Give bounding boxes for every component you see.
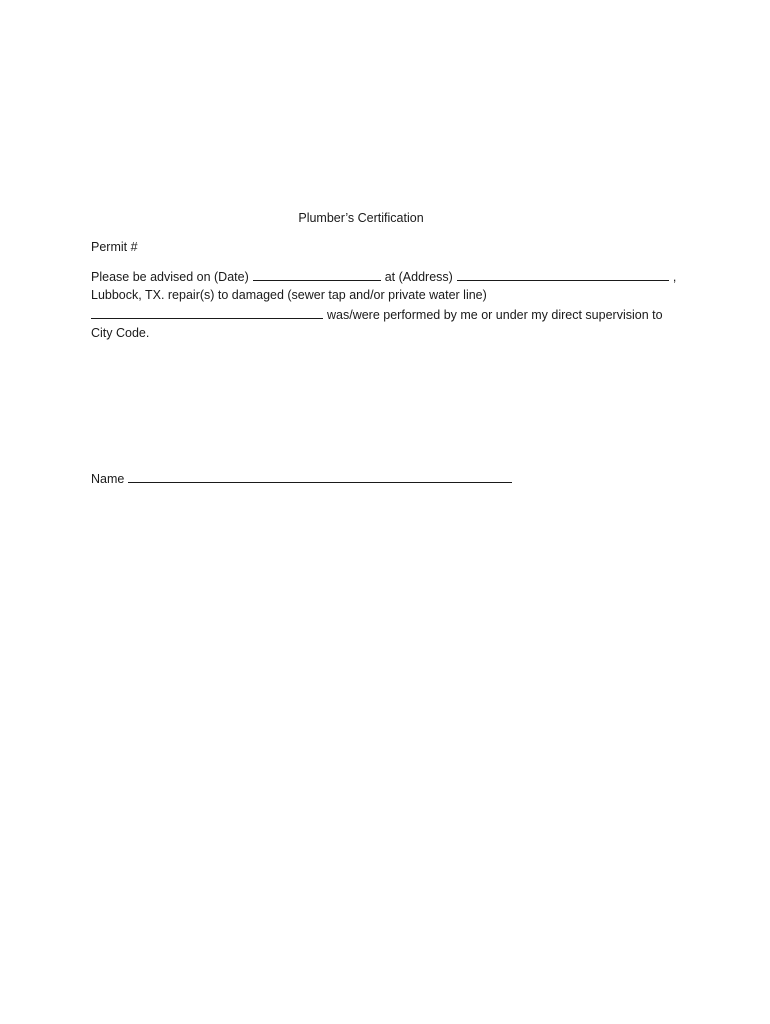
statement-line-3 (91, 306, 663, 323)
statement-line-2: Lubbock, TX. repair(s) to damaged (sewer tap and/or private water line) (91, 288, 487, 302)
name-field[interactable] (128, 470, 512, 483)
date-label: Please be advised on (Date) (91, 270, 249, 284)
comma-text: , (672, 270, 677, 284)
statement-line-4: City Code. (91, 326, 150, 340)
date-field[interactable] (253, 268, 381, 281)
supervision-text: was/were performed by me or under my direct supervision to (327, 308, 663, 322)
repair-description-field[interactable] (91, 306, 323, 319)
name-label: Name (91, 472, 125, 486)
address-field[interactable] (457, 268, 669, 281)
document-title: Plumber’s Certification (298, 211, 424, 225)
permit-label: Permit # (91, 240, 138, 254)
address-label: at (Address) (384, 270, 453, 284)
name-row (91, 470, 512, 487)
statement-line-1 (91, 268, 676, 285)
